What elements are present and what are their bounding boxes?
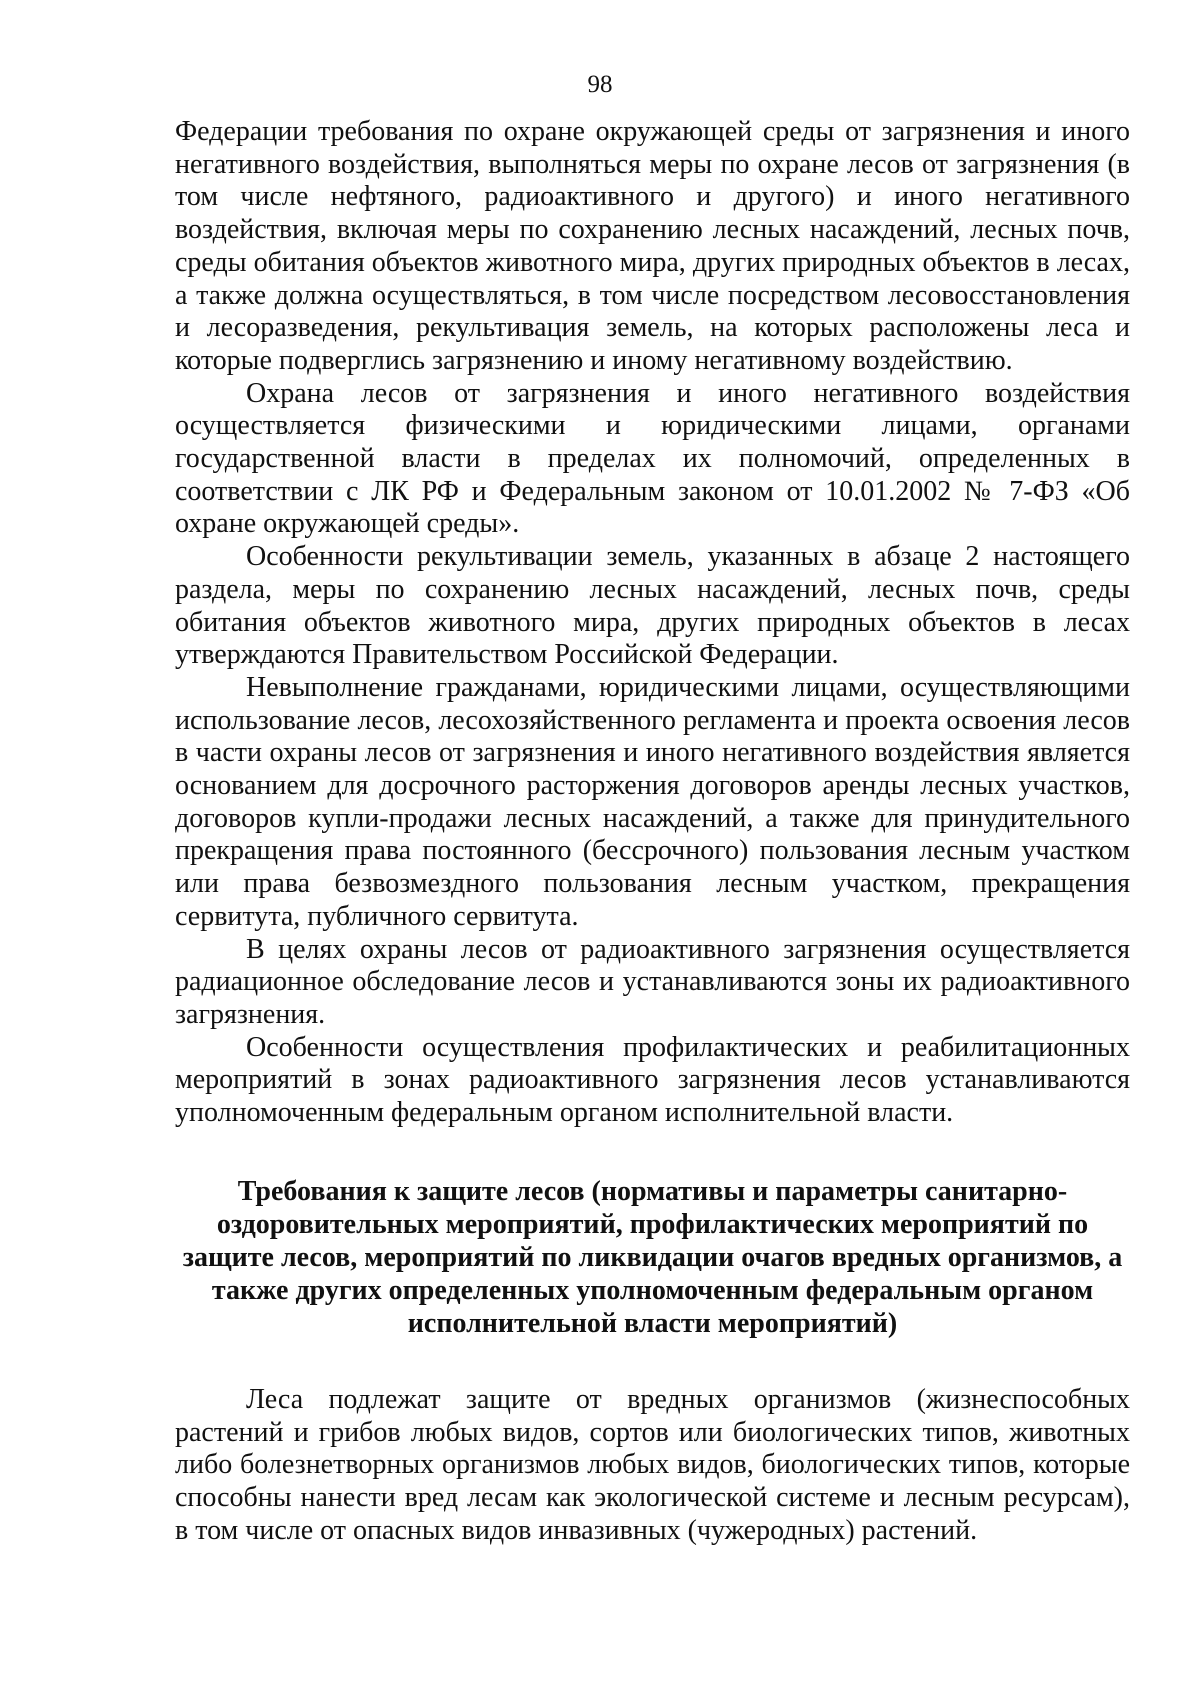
page-number: 98: [587, 71, 613, 98]
paragraph-non-compliance: Невыполнение гражданами, юридическими лицами, осуществляющими использование лесов, лесохозяйственного регламента и проекта освоения лесов в части охраны лесов от загрязнения и иного негативного воздействия является основанием для досрочного расторжения договоров аренды лесных участков, договоров купли-продажи лесных насаждений, а также для принудительного прекращения права постоянного (бессрочного) пользования лесным участком или права безвозмездного пользования лесным участком, прекращения сервитута, публичного сервитута.: [175, 671, 1130, 932]
paragraph-radiation-survey: В целях охраны лесов от радиоактивного загрязнения осуществляется радиационное обследование лесов и устанавливаются зоны их радиоактивного загрязнения.: [175, 933, 1130, 1030]
paragraph-pest-protection: Леса подлежат защите от вредных организмов (жизнеспособных растений и грибов любых видов, сортов или биологических типов, животных либо болезнетворных организмов любых видов, биологических типов, которые способны нанести вред лесам как экологической системе и лесным ресурсам), в том числе от опасных видов инвазивных (чужеродных) растений.: [175, 1383, 1130, 1546]
document-body: [175, 116, 1130, 1547]
section-heading: Требования к защите лесов (нормативы и параметры санитарно-оздоровительных мероприятий, профилактических мероприятий по защите лесов, мероприятий по ликвидации очагов вредных организмов, а также других определенных уполномоченным федеральным органом исполнительной власти мероприятий): [182, 1175, 1123, 1339]
paragraph-reclamation: Особенности рекультивации земель, указанных в абзаце 2 настоящего раздела, меры по сохранению лесных насаждений, лесных почв, среды обитания объектов животного мира, других природных объектов в лесах утверждаются Правительством Российской Федерации.: [175, 541, 1130, 671]
paragraph-radiation-measures: Особенности осуществления профилактических и реабилитационных мероприятий в зонах радиоактивного загрязнения лесов устанавливаются уполномоченным федеральным органом исполнительной власти.: [175, 1031, 1130, 1129]
paragraph-continuation: Федерации требования по охране окружающей среды от загрязнения и иного негативного воздействия, выполняться меры по охране лесов от загрязнения (в том числе нефтяного, радиоактивного и другого) и иного негативного воздействия, включая меры по сохранению лесных насаждений, лесных почв, среды обитания объектов животного мира, других природных объектов в лесах, а также должна осуществляться, в том числе посредством лесовосстановления и лесоразведения, рекультивация земель, на которых расположены леса и которые подверглись загрязнению и иному негативному воздействию.: [175, 116, 1130, 376]
paragraph-forest-protection: Охрана лесов от загрязнения и иного негативного воздействия осуществляется физическими и юридическими лицами, органами государственной власти в пределах их полномочий, определенных в соответствии с ЛК РФ и Федеральным законом от 10.01.2002 № 7-ФЗ «Об охране окружающей среды».: [175, 377, 1130, 540]
